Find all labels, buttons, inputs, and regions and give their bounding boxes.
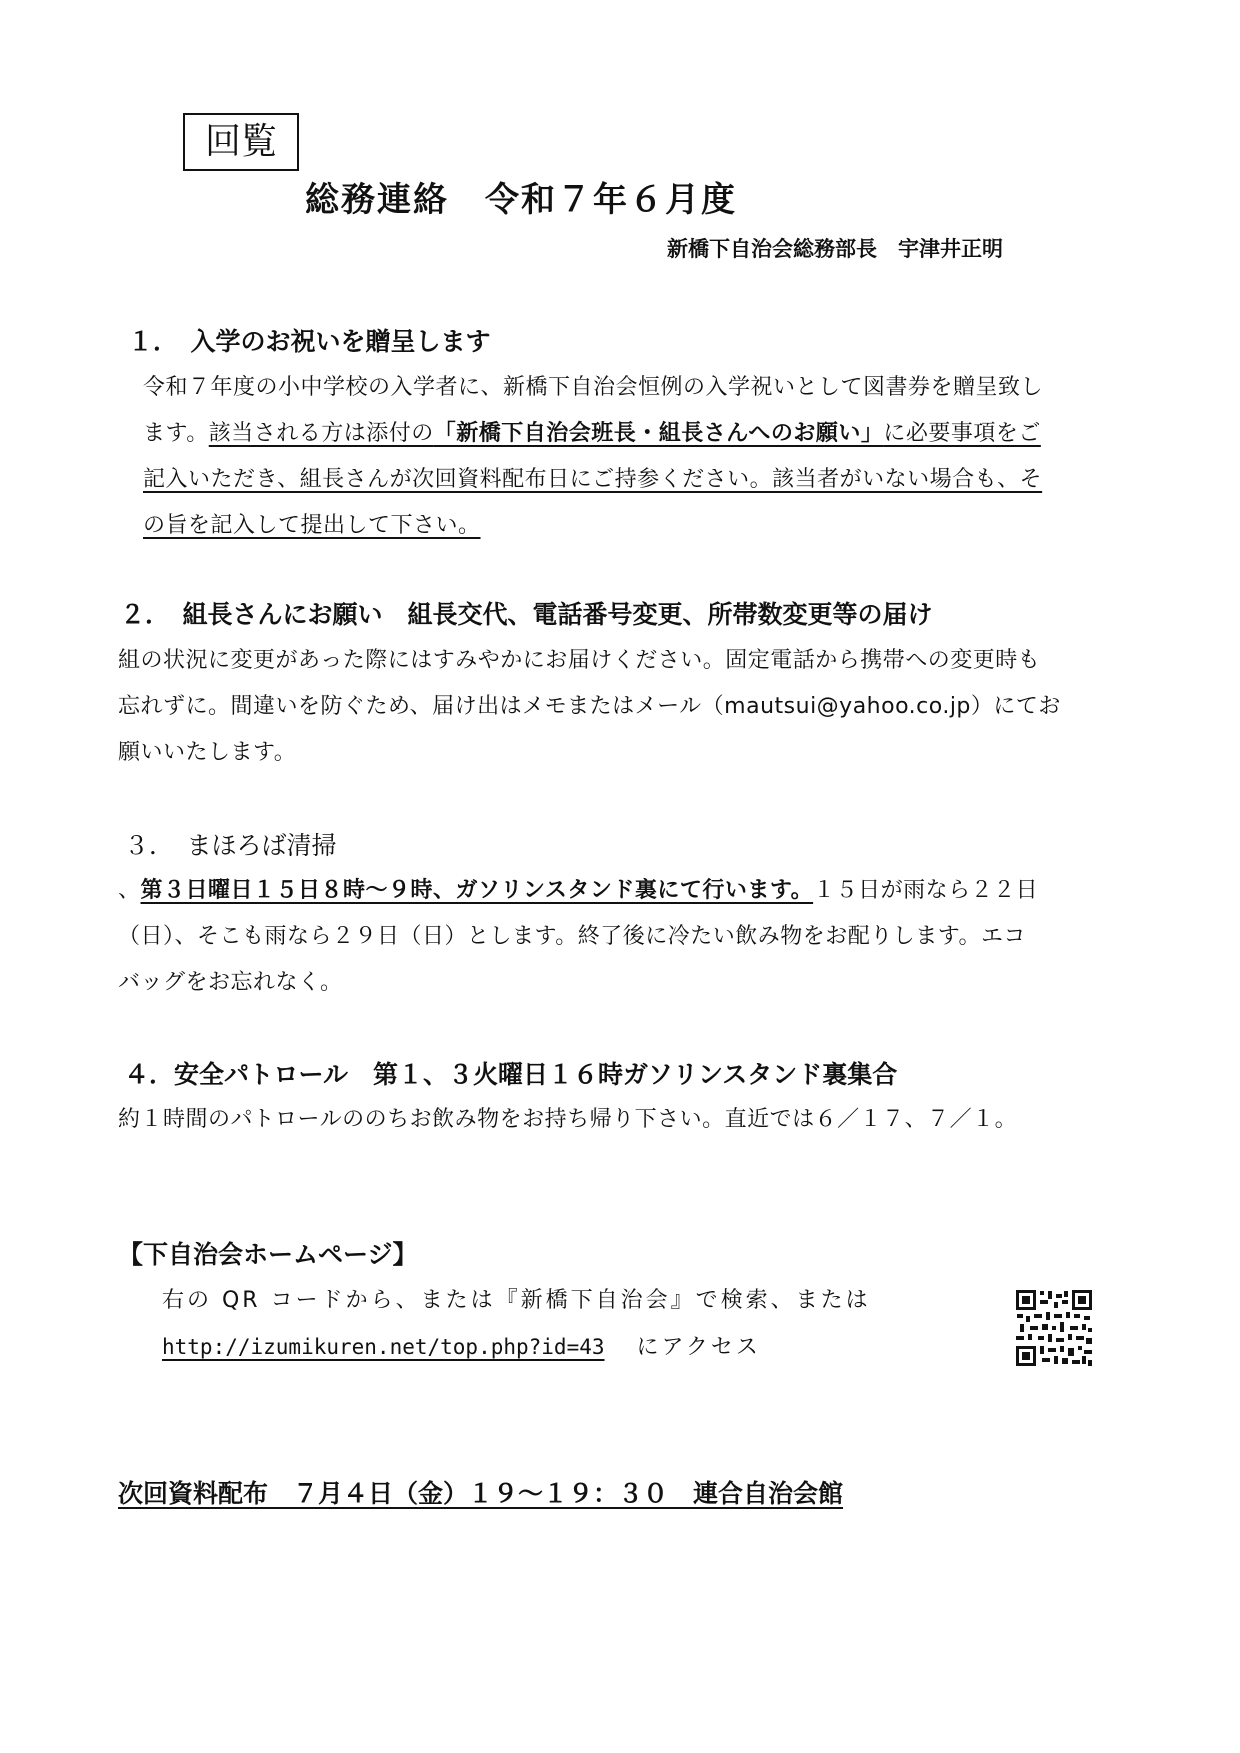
section-3-body [118,868,1148,1006]
homepage-body [162,1278,1002,1371]
author-line: 新橋下自治会総務部長 宇津井正明 [667,237,1003,261]
section-1-body [143,365,1143,549]
section-1-request-form-title: 「新橋下自治会班長・組長さんへのお願い」 [433,421,884,446]
section-1-heading: １． 入学のお祝いを贈呈します [128,327,491,356]
section-3-line-3: バッグをお忘れなく。 [118,970,343,995]
section-3-line-1-prefix: 、 [118,878,141,903]
section-3-line-1-rest: １５日が雨なら２２日 [813,878,1039,903]
section-4-heading: ４．安全パトロール 第１、３火曜日１６時ガソリンスタンド裏集合 [124,1060,898,1089]
section-3-line-1 [118,868,1148,914]
qr-code-graphic [1014,1288,1094,1368]
section-1-line-3: 記入いただき、組長さんが次回資料配布日にご持参ください。該当者がいない場合も、そ [143,467,1043,492]
section-2-body [118,638,1148,776]
homepage-line-1: 右の QR コードから、または『新橋下自治会』で検索、または [162,1288,871,1313]
section-4-line-1: 約１時間のパトロールののちお飲み物をお持ち帰り下さい。直近では６／１７、７／１。 [118,1107,1018,1132]
homepage-heading: 【下自治会ホームページ】 [118,1240,418,1269]
section-2-line-2: 忘れずに。間違いを防ぐため、届け出はメモまたはメール（mautsui@yahoo.co.jp）にてお [118,694,1061,719]
qr-code-image [1014,1288,1094,1368]
section-4-body [118,1097,1158,1143]
section-1-line-4: の旨を記入して提出して下さい。 [143,513,481,538]
section-1-line-2 [143,411,1143,457]
section-3-schedule: 第３日曜日１５日８時～９時、ガソリンスタンド裏にて行います。 [140,878,814,903]
section-1-line-2-underlined: 該当される方は添付の [208,421,434,446]
section-1-line-2-underlined-end: に必要事項をご [883,421,1041,446]
circulation-stamp: 回覧 [183,113,299,171]
section-1-line-2-prefix: ます。 [143,421,209,446]
section-2-heading: ２． 組長さんにお願い 組長交代、電話番号変更、所帯数変更等の届け [120,600,933,629]
next-distribution-notice: 次回資料配布 ７月４日（金）１９～１９：３０ 連合自治会館 [118,1479,844,1508]
homepage-url-link[interactable]: http://izumikuren.net/top.php?id=43 [162,1335,605,1359]
section-2-line-1: 組の状況に変更があった際にはすみやかにお届けください。固定電話から携帯への変更時も [118,648,1041,673]
homepage-access-text: にアクセス [636,1335,761,1360]
document-title: 総務連絡 令和７年６月度 [305,180,737,220]
homepage-line-2 [162,1324,1002,1371]
section-1-line-1: 令和７年度の小中学校の入学者に、新橋下自治会恒例の入学祝いとして図書券を贈呈致し [143,375,1044,400]
section-3-heading: ３． まほろば清掃 [124,831,337,860]
section-2-line-3: 願いいたします。 [118,740,297,765]
section-3-line-2: （日）、そこも雨なら２９日（日）とします。終了後に冷たい飲み物をお配りします。エコ [118,924,1026,949]
